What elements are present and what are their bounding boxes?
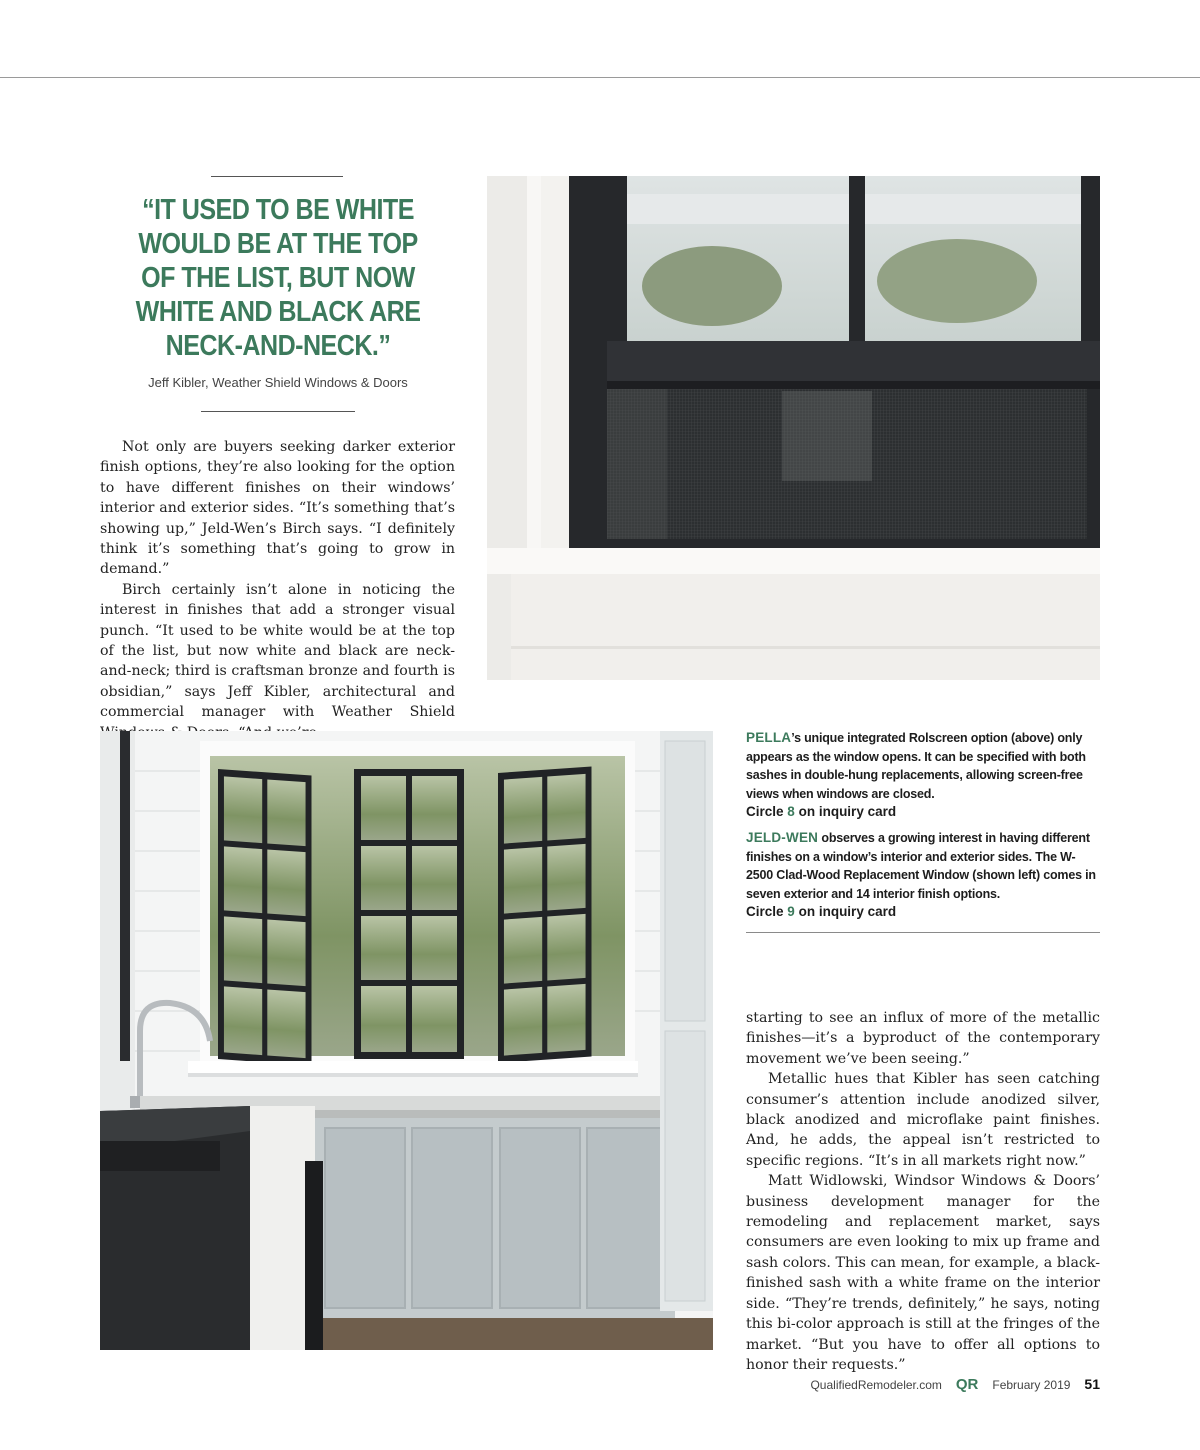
inquiry-prefix: Circle xyxy=(746,904,784,920)
body-paragraph: Matt Widlowski, Windsor Windows & Doors’ business development manager for the remodeling and replacement market, says consumers are even looking to mix up frame and sash colors. This can mean, for example, a black-finished sash with a white frame on the interior side. “They’re trends, definitely,” he says, noting this bi-color approach is still at the fringes of the market. “But you have to offer all options to honor their requests.” xyxy=(746,1173,1100,1373)
caption-pella xyxy=(746,729,1100,803)
inquiry-number: 9 xyxy=(787,904,795,920)
body-column-right xyxy=(746,1008,1100,1375)
inquiry-number: 8 xyxy=(787,804,795,820)
caption-text: observes a growing interest in having different finishes on a window’s interior and exterior sides. The W-2500 Clad-Wood Replacement Window (shown left) comes in seven exterior and 14 interior finish options. xyxy=(746,830,1096,901)
body-paragraph: starting to see an influx of more of the metallic finishes—it’s a byproduct of the contemporary movement we’ve been seeing.” xyxy=(746,1010,1100,1067)
body-paragraph: Birch certainly isn’t alone in noticing the interest in finishes that add a stronger visual punch. “It used to be white would be at the top of the list, but now white and black are neck-and-neck; third is craftsman bronze and fourth is obsidian,” says Jeff Kibler, architectural and commercial manager with Weather Shield xyxy=(100,581,455,721)
inquiry-callout xyxy=(746,903,1100,922)
body-paragraph: Not only are buyers seeking darker exterior finish options, they’re also looking for the option to have different finishes on their windows’ interior and exterior sides. “It’s something that’s showing up,” Jeld-Wen’s Birch says. “I definitely think it’s something that’s going to grow in demand.” xyxy=(100,439,455,578)
page-number: 51 xyxy=(1084,1376,1100,1392)
inquiry-prefix: Circle xyxy=(746,804,784,820)
header-rule xyxy=(0,77,1200,78)
footer-issue: February 2019 xyxy=(992,1378,1071,1392)
caption-brand: PELLA xyxy=(746,730,792,745)
caption-text: ’s unique integrated Rolscreen option (above) only appears as the window opens. It can be specified with both sashes in double-hung replacements, allowing screen-free views when windows are closed. xyxy=(746,731,1086,801)
photo-jeld-wen-kitchen xyxy=(100,731,713,1350)
inquiry-suffix: on inquiry card xyxy=(798,804,897,820)
caption-rule xyxy=(746,932,1100,933)
photo-captions xyxy=(746,729,1100,929)
body-column-left xyxy=(100,437,455,743)
photo-pella-window xyxy=(487,176,1100,680)
inquiry-callout xyxy=(746,803,1100,822)
footer-logo: QR xyxy=(955,1376,979,1393)
pull-quote-bottom-rule xyxy=(201,411,355,412)
footer-site: QualifiedRemodeler.com xyxy=(810,1378,942,1392)
page-footer xyxy=(810,1376,1100,1396)
inquiry-suffix: on inquiry card xyxy=(798,904,897,920)
pull-quote: “IT USED TO BE WHITE WOULD BE AT THE TOP OF THE LIST, BUT NOW WHITE AND BLACK ARE NECK-AND-NECK.” xyxy=(135,194,421,362)
caption-jeld-wen xyxy=(746,829,1100,903)
pull-quote-top-rule xyxy=(211,176,343,177)
pull-quote-attribution: Jeff Kibler, Weather Shield Windows & Doors xyxy=(148,375,408,390)
caption-brand: JELD-WEN xyxy=(746,829,819,845)
body-paragraph: Metallic hues that Kibler has seen catching consumer’s attention include anodized silver, black anodized and microflake paint finishes. And, he adds, the appeal isn’t restricted to specific regions. “It’s in all markets right now.” xyxy=(746,1071,1100,1169)
